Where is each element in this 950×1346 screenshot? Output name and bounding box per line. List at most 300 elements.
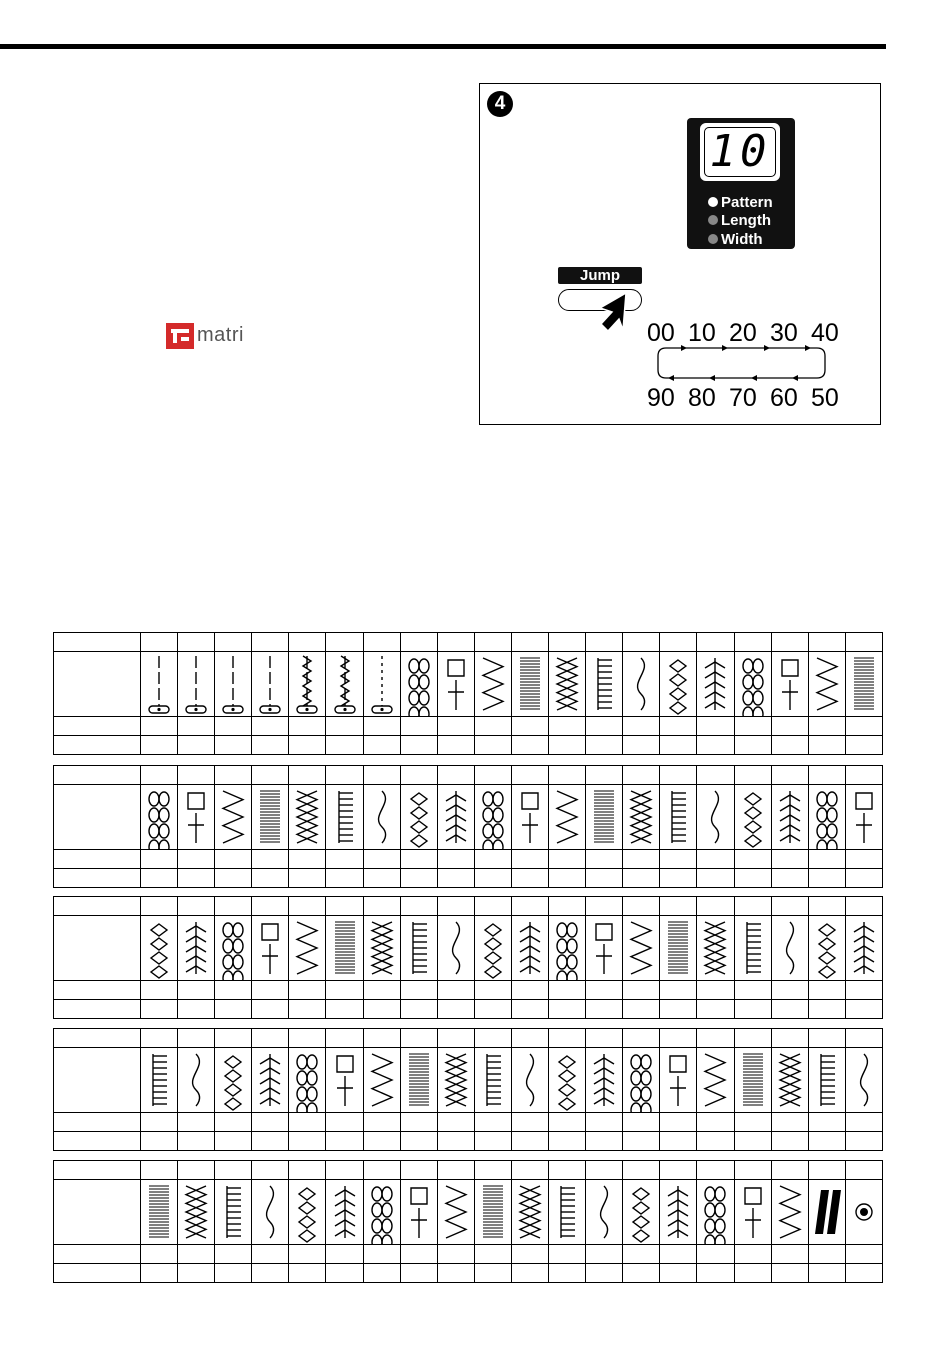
- straight-center-stitch-icon: [178, 652, 214, 716]
- stitch-cell: [474, 785, 511, 850]
- table-cell: [474, 869, 511, 888]
- bird-stitch-icon: [772, 1048, 808, 1112]
- stitch-cell: [511, 916, 548, 981]
- stitch-cell: [326, 1180, 363, 1245]
- row-label-cell: [54, 1000, 141, 1019]
- table-cell: [289, 850, 326, 869]
- row-label-cell: [54, 633, 141, 652]
- stitch-cell: [511, 1180, 548, 1245]
- table-cell: [845, 1029, 882, 1048]
- row-label-cell: [54, 1132, 141, 1151]
- table-cell: [734, 1029, 771, 1048]
- spiral-stitch-icon: [252, 1180, 288, 1244]
- teapot-stitch-icon: [735, 1048, 771, 1112]
- table-cell: [400, 736, 437, 755]
- brand-logo: [165, 319, 255, 353]
- table-cell: [586, 869, 623, 888]
- table-cell: [363, 1161, 400, 1180]
- table-cell: [437, 1113, 474, 1132]
- flower-outline-stitch-icon: [549, 1048, 585, 1112]
- table-cell: [808, 766, 845, 785]
- cycle-value: 80: [688, 384, 716, 412]
- table-cell: [437, 1245, 474, 1264]
- flower-pair-stitch-icon: [141, 1048, 177, 1112]
- table-cell: [400, 869, 437, 888]
- stitch-cell: [808, 916, 845, 981]
- buttonhole-keyhole-stitch-icon: [178, 785, 214, 849]
- table-cell: [845, 1000, 882, 1019]
- stitch-cell: [586, 652, 623, 717]
- asterisk-column-stitch-icon: [327, 1180, 363, 1244]
- table-cell: [623, 1132, 660, 1151]
- table-cell: [549, 1132, 586, 1151]
- stitch-cell: [549, 916, 586, 981]
- slant-overcast-stitch-icon: [697, 652, 733, 716]
- table-cell: [697, 736, 734, 755]
- table-cell: [549, 766, 586, 785]
- table-cell: [808, 633, 845, 652]
- table-cell: [623, 766, 660, 785]
- stitch-cell: [845, 1048, 882, 1113]
- decor-zigzag-column-stitch-icon: [772, 785, 808, 849]
- table-cell: [141, 869, 178, 888]
- table-cell: [326, 1000, 363, 1019]
- table-cell: [586, 1000, 623, 1019]
- stitch-cell: [586, 785, 623, 850]
- table-cell: [734, 1132, 771, 1151]
- table-cell: [326, 1264, 363, 1283]
- table-cell: [697, 869, 734, 888]
- stitch-cell: [252, 652, 289, 717]
- cycle-loop: [658, 348, 825, 378]
- table-cell: [549, 869, 586, 888]
- rick-rack-stitch-icon: [735, 652, 771, 716]
- table-cell: [734, 1113, 771, 1132]
- stitch-cell: [771, 916, 808, 981]
- cycle-value: 90: [647, 384, 675, 412]
- table-cell: [363, 981, 400, 1000]
- cycle-value: 50: [811, 384, 839, 412]
- zigzag-reinforced-stitch-icon: [327, 652, 363, 716]
- stitch-table-1: [53, 632, 883, 755]
- table-cell: [771, 1000, 808, 1019]
- cross-overlock-stitch-icon: [846, 652, 882, 716]
- blind-hem-stitch-icon: [289, 785, 325, 849]
- table-cell: [252, 1000, 289, 1019]
- table-cell: [437, 850, 474, 869]
- table-cell: [400, 717, 437, 736]
- stitch-cell: [141, 652, 178, 717]
- table-cell: [771, 1245, 808, 1264]
- table-cell: [215, 1264, 252, 1283]
- table-cell: [474, 981, 511, 1000]
- cycle-value: 70: [729, 384, 757, 412]
- stitch-cell: [215, 652, 252, 717]
- stitch-cell: [326, 1048, 363, 1113]
- stitch-cell: [400, 785, 437, 850]
- satin-diamond-small-stitch-icon: [364, 916, 400, 980]
- table-cell: [623, 1029, 660, 1048]
- lcd-value: 10: [709, 126, 771, 177]
- stitch-cell: [215, 1180, 252, 1245]
- stitch-cell: [178, 1180, 215, 1245]
- curl-vine-stitch-icon: [735, 916, 771, 980]
- stitch-cell: [400, 916, 437, 981]
- stitch-cell: [363, 785, 400, 850]
- table-cell: [252, 1113, 289, 1132]
- table-cell: [845, 850, 882, 869]
- table-cell: [326, 766, 363, 785]
- table-cell: [178, 850, 215, 869]
- table-cell: [289, 1161, 326, 1180]
- satin-zigzag-block-stitch-icon: [438, 916, 474, 980]
- cross-lattice-stitch-icon: [586, 1180, 622, 1244]
- stitch-cell: [363, 1048, 400, 1113]
- table-cell: [549, 736, 586, 755]
- table-cell: [215, 717, 252, 736]
- stitch-table-4: [53, 1028, 883, 1151]
- stitch-cell: [289, 1048, 326, 1113]
- ladder-stitch-icon: [438, 785, 474, 849]
- table-cell: [697, 850, 734, 869]
- table-cell: [400, 1029, 437, 1048]
- table-cell: [586, 736, 623, 755]
- table-cell: [697, 1264, 734, 1283]
- stitch-cell: [586, 1180, 623, 1245]
- table-cell: [549, 1245, 586, 1264]
- table-cell: [623, 869, 660, 888]
- table-cell: [363, 717, 400, 736]
- pine-branch-stitch-icon: [327, 1048, 363, 1112]
- satin-bar-tacked-stitch-icon: [660, 785, 696, 849]
- serpentine-stitch-icon: [586, 785, 622, 849]
- cross-chain-stitch-icon: [438, 1180, 474, 1244]
- target-stitch-icon: [846, 1180, 882, 1244]
- table-cell: [511, 1029, 548, 1048]
- tree-fill-stitch-icon: [809, 916, 845, 980]
- table-cell: [623, 717, 660, 736]
- table-cell: [178, 897, 215, 916]
- stitch-cell: [845, 916, 882, 981]
- row-label-cell: [54, 869, 141, 888]
- table-cell: [845, 1245, 882, 1264]
- stitch-cell: [808, 785, 845, 850]
- leaf-pair-stitch-icon: [178, 1048, 214, 1112]
- table-cell: [771, 717, 808, 736]
- table-cell: [511, 1245, 548, 1264]
- table-cell: [474, 1132, 511, 1151]
- table-cell: [771, 736, 808, 755]
- table-cell: [400, 766, 437, 785]
- table-cell: [215, 736, 252, 755]
- table-cell: [734, 1000, 771, 1019]
- row-label-cell: [54, 766, 141, 785]
- table-cell: [845, 633, 882, 652]
- table-cell: [586, 850, 623, 869]
- table-cell: [363, 1264, 400, 1283]
- stitch-cell: [252, 916, 289, 981]
- table-cell: [734, 850, 771, 869]
- slant-comb-stitch-icon: [809, 652, 845, 716]
- table-cell: [215, 1245, 252, 1264]
- stitch-cell: [141, 916, 178, 981]
- table-cell: [734, 736, 771, 755]
- stitch-cell: [252, 1048, 289, 1113]
- three-step-zigzag-stitch-icon: [475, 652, 511, 716]
- wave-overcast-stitch-icon: [660, 652, 696, 716]
- table-cell: [623, 981, 660, 1000]
- table-cell: [363, 1245, 400, 1264]
- table-cell: [252, 717, 289, 736]
- stitch-cell: [734, 652, 771, 717]
- table-cell: [697, 1029, 734, 1048]
- table-cell: [808, 1000, 845, 1019]
- table-cell: [660, 869, 697, 888]
- table-cell: [511, 633, 548, 652]
- table-cell: [771, 766, 808, 785]
- table-cell: [326, 1245, 363, 1264]
- table-cell: [178, 869, 215, 888]
- table-cell: [623, 1000, 660, 1019]
- table-cell: [215, 1132, 252, 1151]
- stitch-cell: [437, 785, 474, 850]
- table-cell: [215, 1113, 252, 1132]
- table-cell: [586, 1161, 623, 1180]
- stitch-cell: [771, 1180, 808, 1245]
- table-cell: [845, 736, 882, 755]
- table-cell: [400, 1264, 437, 1283]
- indicator-pattern: Pattern: [708, 194, 773, 211]
- table-cell: [363, 1113, 400, 1132]
- table-cell: [215, 1029, 252, 1048]
- cycle-value: 00: [647, 319, 675, 347]
- cross-stitch-stitch-icon: [327, 785, 363, 849]
- zigzag-diamond-stitch-icon: [512, 1180, 548, 1244]
- triple-straight-center-stitch-icon: [252, 652, 288, 716]
- satin-wedge-stitch-icon: [141, 916, 177, 980]
- table-cell: [437, 1000, 474, 1019]
- stitch-cell: [437, 652, 474, 717]
- table-cell: [215, 850, 252, 869]
- table-cell: [549, 1029, 586, 1048]
- stitch-cell: [437, 1048, 474, 1113]
- row-label-cell: [54, 916, 141, 981]
- cycle-diagram: [480, 84, 880, 424]
- stitch-cell: [771, 785, 808, 850]
- satin-chevron-stitch-icon: [549, 916, 585, 980]
- dense-grid-column-stitch-icon: [809, 785, 845, 849]
- x-column-stitch-icon: [623, 1180, 659, 1244]
- cycle-arrows: [668, 345, 811, 381]
- satin-diamond-stitch-icon: [215, 916, 251, 980]
- sewing-machine-icon: [165, 319, 195, 353]
- tulip-wave-stitch-icon: [512, 1048, 548, 1112]
- satin-hourglass-stitch-icon: [327, 916, 363, 980]
- table-cell: [215, 981, 252, 1000]
- stitch-cell: [289, 1180, 326, 1245]
- table-cell: [289, 1264, 326, 1283]
- honeycomb-stitch-icon: [475, 785, 511, 849]
- table-cell: [326, 1029, 363, 1048]
- table-cell: [511, 1113, 548, 1132]
- table-cell: [400, 1113, 437, 1132]
- table-cell: [845, 869, 882, 888]
- eyelet-stitch-icon: [215, 785, 251, 849]
- stitch-cell: [215, 916, 252, 981]
- bar-tack-star-stitch-icon: [401, 785, 437, 849]
- table-cell: [437, 981, 474, 1000]
- table-cell: [215, 869, 252, 888]
- table-cell: [289, 981, 326, 1000]
- table-cell: [141, 981, 178, 1000]
- stitch-cell: [734, 916, 771, 981]
- table-cell: [771, 1264, 808, 1283]
- stitch-cell: [549, 1180, 586, 1245]
- stitch-cell: [437, 916, 474, 981]
- arrow-triangle-stitch-icon: [401, 1180, 437, 1244]
- table-cell: [734, 1264, 771, 1283]
- snowflake-stitch-icon: [252, 1048, 288, 1112]
- stitch-cell: [549, 652, 586, 717]
- table-cell: [474, 1000, 511, 1019]
- satin-triangle-stitch-icon: [401, 916, 437, 980]
- stitch-cell: [697, 652, 734, 717]
- stitch-cell: [660, 652, 697, 717]
- table-cell: [363, 1029, 400, 1048]
- stitch-cell: [697, 785, 734, 850]
- stitch-cell: [511, 652, 548, 717]
- table-cell: [549, 897, 586, 916]
- hook-curl-stitch-icon: [289, 1180, 325, 1244]
- table-cell: [808, 717, 845, 736]
- table-cell: [808, 869, 845, 888]
- stitch-cell: [660, 1048, 697, 1113]
- stitch-cell: [400, 1180, 437, 1245]
- table-cell: [252, 633, 289, 652]
- cherries-stitch-icon: [846, 1048, 882, 1112]
- table-cell: [734, 1245, 771, 1264]
- satin-stitch-icon: [438, 652, 474, 716]
- table-cell: [586, 1113, 623, 1132]
- table-cell: [289, 717, 326, 736]
- table-cell: [363, 869, 400, 888]
- table-cell: [363, 850, 400, 869]
- table-cell: [586, 1245, 623, 1264]
- table-cell: [845, 766, 882, 785]
- table-cell: [771, 1161, 808, 1180]
- table-cell: [178, 1000, 215, 1019]
- stitch-cell: [178, 785, 215, 850]
- table-cell: [437, 633, 474, 652]
- table-cell: [252, 981, 289, 1000]
- table-cell: [252, 1161, 289, 1180]
- pointer-hand-icon: [600, 293, 626, 331]
- apple-stitch-icon: [660, 1048, 696, 1112]
- stitch-cell: [660, 1180, 697, 1245]
- basting-stitch-icon: [364, 652, 400, 716]
- button-sew-stitch-icon: [252, 785, 288, 849]
- cycle-value: 40: [811, 319, 839, 347]
- row-label-cell: [54, 1161, 141, 1180]
- truck-stitch-icon: [178, 1180, 214, 1244]
- rope-twist-stitch-icon: [586, 916, 622, 980]
- table-cell: [363, 1132, 400, 1151]
- stitch-cell: [474, 1048, 511, 1113]
- table-cell: [326, 981, 363, 1000]
- table-cell: [289, 736, 326, 755]
- table-cell: [252, 850, 289, 869]
- satin-column-stitch-icon: [697, 785, 733, 849]
- stitch-cell: [178, 916, 215, 981]
- table-cell: [808, 897, 845, 916]
- stitch-cell: [623, 1048, 660, 1113]
- table-cell: [363, 1000, 400, 1019]
- table-cell: [141, 1245, 178, 1264]
- table-cell: [474, 897, 511, 916]
- table-cell: [215, 633, 252, 652]
- stitch-cell: [326, 652, 363, 717]
- row-label-cell: [54, 1180, 141, 1245]
- table-cell: [660, 897, 697, 916]
- table-cell: [734, 981, 771, 1000]
- table-cell: [808, 1029, 845, 1048]
- stitch-cell: [734, 785, 771, 850]
- table-cell: [141, 1264, 178, 1283]
- row-label-cell: [54, 850, 141, 869]
- table-cell: [141, 1000, 178, 1019]
- table-cell: [326, 897, 363, 916]
- table-cell: [289, 869, 326, 888]
- table-cell: [289, 1029, 326, 1048]
- table-cell: [586, 1132, 623, 1151]
- stitch-cell: [215, 785, 252, 850]
- leaf-stem-stitch-icon: [215, 1048, 251, 1112]
- stitch-cell: [623, 1180, 660, 1245]
- table-cell: [549, 850, 586, 869]
- table-cell: [437, 869, 474, 888]
- table-cell: [326, 869, 363, 888]
- stitch-table-3: [53, 896, 883, 1019]
- table-cell: [623, 633, 660, 652]
- table-cell: [326, 736, 363, 755]
- table-cell: [586, 1029, 623, 1048]
- table-cell: [252, 766, 289, 785]
- table-cell: [734, 1161, 771, 1180]
- triple-straight-left-stitch-icon: [215, 652, 251, 716]
- row-label-cell: [54, 1245, 141, 1264]
- table-cell: [141, 897, 178, 916]
- long-leaf-branch-stitch-icon: [401, 1048, 437, 1112]
- indicator-width: Width: [708, 231, 763, 248]
- row-label-cell: [54, 785, 141, 850]
- table-cell: [697, 897, 734, 916]
- stitch-cell: [697, 1180, 734, 1245]
- top-page-rule: [0, 44, 886, 49]
- table-cell: [697, 766, 734, 785]
- table-cell: [141, 850, 178, 869]
- table-cell: [586, 897, 623, 916]
- table-cell: [549, 1113, 586, 1132]
- table-cell: [771, 1113, 808, 1132]
- lace-column-stitch-icon: [735, 785, 771, 849]
- table-cell: [771, 850, 808, 869]
- table-cell: [586, 717, 623, 736]
- tulip-stitch-icon: [475, 1048, 511, 1112]
- table-cell: [623, 1264, 660, 1283]
- table-cell: [845, 1161, 882, 1180]
- table-cell: [474, 850, 511, 869]
- table-cell: [660, 717, 697, 736]
